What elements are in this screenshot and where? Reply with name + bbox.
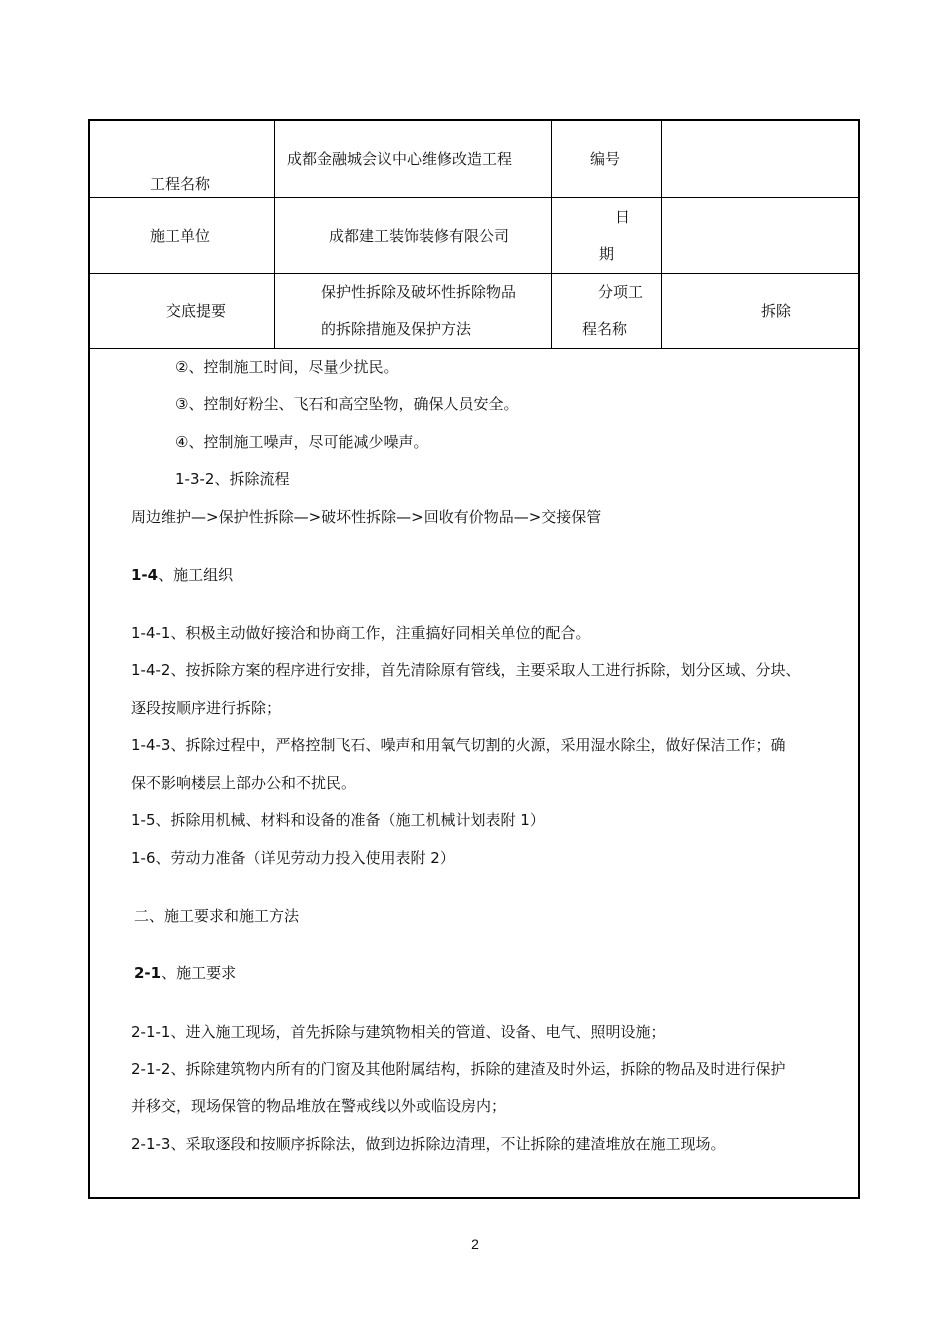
- body-paragraph: 1-4-1、积极主动做好接洽和协商工作，注重搞好同相关单位的配合。: [131, 624, 591, 642]
- column-divider: [661, 121, 662, 348]
- body-paragraph: 逐段按顺序进行拆除；: [131, 699, 282, 717]
- section-number: 1-4: [131, 566, 159, 584]
- body-paragraph: 1-5、拆除用机械、材料和设备的准备（施工机械计划表附 1）: [131, 811, 545, 829]
- summary-label: 交底提要: [166, 302, 227, 320]
- body-paragraph: 2-1-3、采取逐段和按顺序拆除法，做到边拆除边清理，不让拆除的建渣堆放在施工现场。: [131, 1135, 726, 1153]
- subproject-value: 拆除: [761, 302, 792, 320]
- section-number: 2-1: [134, 964, 162, 982]
- disclosure-form: [88, 119, 860, 1199]
- project-name-label: 工程名称: [150, 175, 211, 193]
- body-paragraph: ④、控制施工噪声，尽可能减少噪声。: [175, 433, 429, 451]
- summary-value: 的拆除措施及保护方法: [321, 320, 472, 338]
- subproject-label: 程名称: [582, 320, 628, 338]
- subproject-label: 分项工: [598, 283, 644, 301]
- chapter-heading: 二、施工要求和施工方法: [134, 907, 300, 925]
- number-label: 编号: [590, 150, 621, 168]
- construction-unit-label: 施工单位: [150, 227, 211, 245]
- body-paragraph: 1-4-2、按拆除方案的程序进行安排，首先清除原有管线，主要采取人工进行拆除，划分区域、分块、: [131, 661, 801, 679]
- date-label: 期: [599, 245, 615, 263]
- summary-value: 保护性拆除及破坏性拆除物品: [321, 283, 517, 301]
- page-number: 2: [471, 1236, 479, 1252]
- section-title: 、施工组织: [158, 566, 234, 584]
- section-title: 、施工要求: [161, 964, 237, 982]
- row-divider: [90, 197, 858, 198]
- section-heading: [134, 966, 236, 981]
- construction-unit-value: 成都建工装饰装修有限公司: [329, 227, 510, 245]
- body-paragraph: 2-1-1、进入施工现场，首先拆除与建筑物相关的管道、设备、电气、照明设施；: [131, 1023, 666, 1041]
- section-heading: 1-3-2、拆除流程: [175, 470, 290, 488]
- body-paragraph: 1-6、劳动力准备（详见劳动力投入使用表附 2）: [131, 849, 455, 867]
- body-paragraph: 1-4-3、拆除过程中，严格控制飞石、噪声和用氧气切割的火源，采用湿水除尘，做好保洁工作；确: [131, 736, 786, 754]
- body-paragraph: 保不影响楼层上部办公和不扰民。: [131, 774, 357, 792]
- project-name-value: 成都金融城会议中心维修改造工程: [287, 150, 513, 168]
- body-paragraph: 2-1-2、拆除建筑物内所有的门窗及其他附属结构，拆除的建渣及时外运，拆除的物品及时进行保护: [131, 1060, 786, 1078]
- date-label: 日: [615, 208, 631, 226]
- row-divider: [90, 273, 858, 274]
- row-divider: [90, 348, 858, 349]
- process-flow: 周边维护—>保护性拆除—>破坏性拆除—>回收有价物品—>交接保管: [131, 508, 602, 526]
- section-heading: [131, 568, 233, 583]
- column-divider: [551, 121, 552, 348]
- body-paragraph: ②、控制施工时间，尽量少扰民。: [175, 358, 399, 376]
- column-divider: [274, 121, 275, 348]
- body-paragraph: 并移交，现场保管的物品堆放在警戒线以外或临设房内；: [131, 1097, 507, 1115]
- body-paragraph: ③、控制好粉尘、飞石和高空坠物，确保人员安全。: [175, 395, 519, 413]
